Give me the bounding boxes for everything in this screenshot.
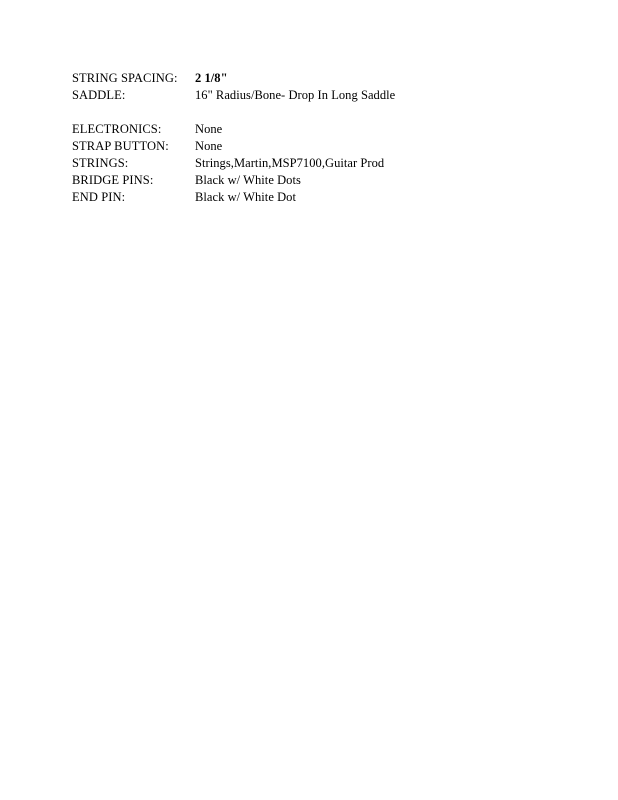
spec-row <box>72 189 552 206</box>
spec-value: None <box>195 139 223 153</box>
spec-value: 16" Radius/Bone- Drop In Long Saddle <box>195 88 396 102</box>
spec-row <box>72 70 552 87</box>
spec-row <box>72 138 552 155</box>
spec-row <box>72 172 552 189</box>
spec-row <box>72 155 552 172</box>
spec-label: END PIN: <box>72 190 126 204</box>
spec-label: BRIDGE PINS: <box>72 173 154 187</box>
spec-row <box>72 121 552 138</box>
spec-label: STRINGS: <box>72 156 129 170</box>
spec-label: STRING SPACING: <box>72 71 178 85</box>
spec-value: Strings,Martin,MSP7100,Guitar Prod <box>195 156 385 170</box>
spec-label: ELECTRONICS: <box>72 122 162 136</box>
spec-row <box>72 87 552 104</box>
specification-list <box>72 70 552 206</box>
spec-value: Black w/ White Dot <box>195 190 296 204</box>
spec-value: 2 1/8" <box>195 71 228 85</box>
spec-label: STRAP BUTTON: <box>72 139 169 153</box>
spec-value: None <box>195 122 223 136</box>
spec-value: Black w/ White Dots <box>195 173 301 187</box>
spec-label: SADDLE: <box>72 88 126 102</box>
spec-row-spacer <box>72 104 552 121</box>
